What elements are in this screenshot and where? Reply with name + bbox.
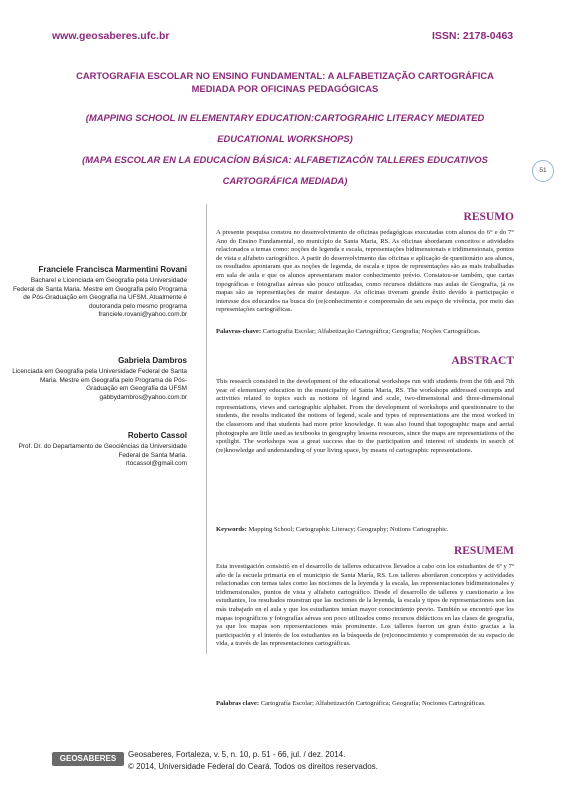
author-name: Gabriela Dambros	[118, 356, 187, 365]
resumo-heading: RESUMO	[463, 211, 514, 223]
author-email[interactable]: franciele.rovani@yahoo.com.br	[98, 311, 187, 319]
footer-citation	[128, 749, 378, 773]
issn-label: ISSN: 2178-0463	[432, 30, 514, 42]
resumo-keywords	[216, 328, 514, 337]
resumo-text: A presente pesquisa constou no desenvolvimento de oficinas pedagógicas executadas com alunos do 6° e do 7° Ano do Ensino Fundamental, no município de Santa Maria, RS. As oficinas abordaram conceitos e atividades relacionados a temas como: noções de legenda e escala, representações bidimensionais e tridimensionais, pontos de vista e alfabeto cartográfico. A partir do desenvolvimento das oficinas e aplicação de questionário aos alunos, os resultados apontaram que as noções de legenda, de escala e tipos de representações são as mais trabalhadas em sala de aula e que os alunos apresentaram maior conhecimento prévio. Constatou-se também, que cartas topográficas e fotografias aéreas são pouco utilizadas, como recursos didáticos nas aulas de Geografia, já os mapas são as representações de maior destaque. As oficinas tiveram grande êxito devido à participação e interesse dos educandos na busca do (re)conhecimento e compreensão de seu espaço de vivência, por meio das representações cartográficas.	[216, 229, 514, 314]
resumem-keywords	[216, 700, 514, 709]
author-email[interactable]: gabbydambros@yahoo.com.br	[99, 393, 187, 401]
page-number-badge: 51	[532, 160, 554, 182]
keywords-text: Mapping School; Cartographic Literacy; Geography; Notions Cartographic.	[248, 526, 449, 533]
author-bio: Bacharel e Licenciada em Geografia pela Universidade Federal de Santa Maria. Mestre em Geografia pelo Programa de Pós-Graduação em Geografia na UFSM. Atualmente é doutoranda pelo mesmo programa	[12, 277, 187, 310]
title-portuguese: CARTOGRAFIA ESCOLAR NO ENSINO FUNDAMENTAL: A ALFABETIZAÇÃO CARTOGRÁFICA MEDIADA POR OFICINAS PEDAGÓGICAS	[76, 70, 494, 94]
keywords-label: Palabras clave:	[216, 700, 260, 707]
author-block-3	[12, 432, 187, 469]
author-bio: Licenciada em Geografia pela Universidade Federal de Santa Maria. Mestre em Geografia pelo Programa de Pós-Graduação em Geografia da UFSM	[12, 368, 187, 393]
abstract-heading: ABSTRACT	[451, 355, 514, 367]
author-email[interactable]: rtocassol@gmail.com	[125, 460, 187, 468]
author-bio: Prof. Dr. do Departamento de Geociências da Universidade Federal de Santa Maria.	[18, 443, 187, 459]
footer-line-1: Geosaberes, Fortaleza, v. 5, n. 10, p. 51 - 66, jul. / dez. 2014.	[128, 750, 346, 759]
abstract-text: This research consisted in the development of the educational workshops run with students from the 6th and 7th year of elementary education in the municipality of Santa Maria, RS. The workshops addressed concepts and activities related to topics such as notions of legend and scale, two-dimensional and three-dimensional representations, views and cartographic alphabet. From the development of workshops and questionnaire to the students, the results indicated the notions of legend, scale and types of representations are the most worked in the classroom and that students had more prior knowledge. It was also found that topographic maps and aerial photographs are little used as textbooks in geography lessons resources, since the maps are representations of the spotlight. The workshops was a great success due to the participation and interest of students in search of (re)knowledge and understanding of your living space, by means of cartographic representations.	[216, 378, 514, 454]
keywords-text: Cartografía Escolar; Alfabetización Cartográfica; Geografía; Nociones Cartográficas.	[260, 700, 486, 707]
keywords-label: Keywords:	[216, 526, 247, 533]
author-name: Franciele Francisca Marmentini Rovani	[38, 265, 187, 274]
keywords-text: Cartografia Escolar; Alfabetização Cartográfica; Geografia; Noções Cartográficas.	[262, 328, 481, 335]
geosaberes-logo: GEOSABERES	[52, 752, 124, 766]
author-block-1	[12, 266, 187, 319]
author-name: Roberto Cassol	[127, 431, 187, 440]
resumem-heading: RESUMEM	[453, 545, 514, 557]
column-divider	[206, 204, 207, 654]
title-spanish: (MAPA ESCOLAR EN LA EDUCACÍON BÁSICA: ALFABETIZACÓN TALLERES EDUCATIVOS CARTOGRÁFICA MEDIADA)	[82, 154, 488, 186]
footer-line-2: © 2014, Universidade Federal do Ceará. Todos os direitos reservados.	[128, 762, 378, 771]
resumem-text: Esta investigación consistió en el desarrollo de talleres educativos llevados a cabo con los estudiantes de 6º y 7º año de la escuela primaria en el municipio de Santa María, RS. Los talleres abordaron conceptos y actividades relacionadas con temas tales como las nociones de la leyenda y la escala, las representaciones bidimensionales y tridimensionales, puntos de vista y alfabeto cartográfico. Desde el desarrollo de talleres y cuestionario a los estudiantes, los resultados muestran que las nociones de la leyenda, la escala y tipos de representaciones son las más trabajado en el aula y que los estudiantes tenían mayor conocimiento previo. También se encontró que los mapas topográficos y fotografías aéreas son poco utilizados como recursos didácticos en las clases de geografía, ya que los mapas son representaciones más prominente. Los talleres fueron un gran éxito gracias a la participación y el interés de los estudiantes en la búsqueda de (re)conocimiento y comprensión de su espacio de vida, a través de las representaciones cartográficas.	[216, 563, 514, 648]
keywords-label: Palavras-chave:	[216, 328, 262, 335]
journal-url-link[interactable]: www.geosaberes.ufc.br	[52, 30, 170, 42]
author-block-2	[12, 357, 187, 402]
title-english: (MAPPING SCHOOL IN ELEMENTARY EDUCATION:CARTOGRAHIC LITERACY MEDIATED EDUCATIONAL WORKSHOPS)	[85, 112, 485, 144]
abstract-keywords	[216, 526, 514, 535]
